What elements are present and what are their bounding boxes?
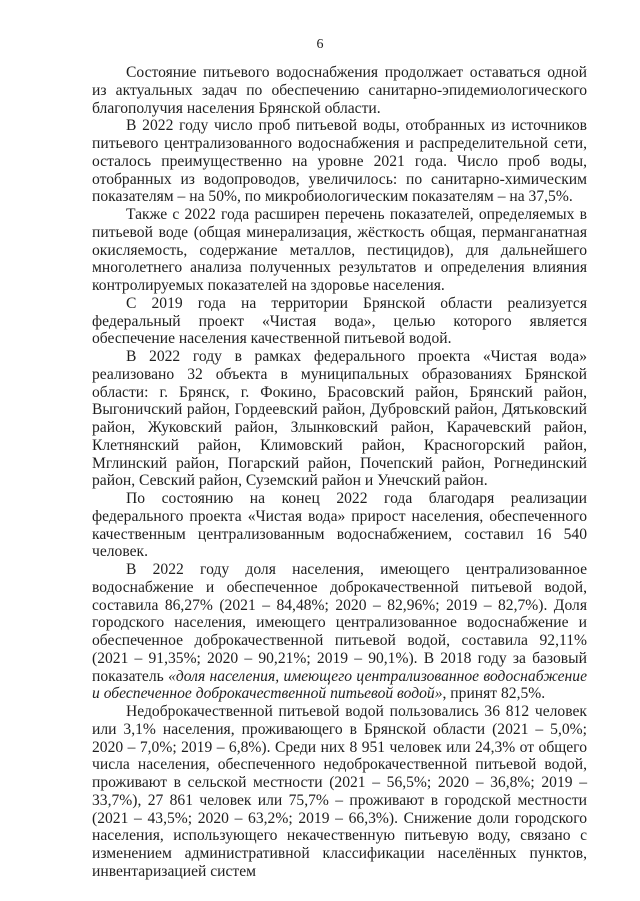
page-number: 6 bbox=[316, 37, 324, 52]
paragraph-expanded-indicators: Также с 2022 года расширен перечень показателей, определяемых в питьевой воде (общая минерализация, жёсткость общая, перманганатная окисляемость, содержание металлов, пестицидов), для дальнейшего многолетнего анализа полученных результатов и определения влияния контролируемых показателей на здоровье населения. bbox=[92, 206, 587, 294]
document-body bbox=[92, 64, 587, 881]
paragraph-water-samples-2022: В 2022 году число проб питьевой воды, отобранных из источников питьевого централизованного водоснабжения и распределительной сети, осталось преимущественно на уровне 2021 года. Число проб воды, отобранных из водопроводов, увеличилось: по санитарно-химическим показателям – на 50%, по микробиологическим показателям – на 37,5%. bbox=[92, 117, 587, 206]
paragraph-poor-quality-water: Недоброкачественной питьевой водой пользовались 36 812 человек или 3,1% населения, проживающего в Брянской области (2021 – 5,0%; 2020 – 7,0%; 2019 – 6,8%). Среди них 8 951 человек или 24,3% от общего числа населения, обеспеченного недоброкачественной питьевой водой, проживают в сельской местности (2021 – 56,5%; 2020 – 36,8%; 2019 – 33,7%), 27 861 человек или 75,7% – проживают в городской местности (2021 – 43,5%; 2020 – 63,2%; 2019 – 66,3%). Снижение доли городского населения, использующего некачественную питьевую воду, связано с изменением административной классификации населённых пунктов, инвентаризацией систем bbox=[92, 703, 587, 880]
paragraph-project-objects-2022: В 2022 году в рамках федерального проекта «Чистая вода» реализовано 32 объекта в муниципальных образованиях Брянской области: г. Брянск, г. Фокино, Брасовский район, Брянский район, Выгоничский район, Гордеевский район, Дубровский район, Дятьковский район, Жуковский район, Злынковский район, Карачевский район, Клетнянский район, Климовский район, Красногорский район, Мглинский район, Погарский район, Почепский район, Рогнединский район, Севский район, Суземский район и Унечский район. bbox=[92, 348, 587, 490]
share-text-main: В 2022 году доля населения, имеющего централизованное водоснабжение и обеспеченное доброкачественной питьевой водой, составила 86,27% (2021 – 84,48%; 2020 – 82,96%; 2019 – 82,7%). Доля городского населения, имеющего централизованное водоснабжение и обеспеченное доброкачественной питьевой водой, составила 92,11% (2021 – 91,35%; 2020 – 90,21%; 2019 – 90,1%). В 2018 году за базовый показатель bbox=[92, 561, 587, 685]
share-text-italic: «доля населения, имеющего централизованное водоснабжение и обеспеченное доброкачественной питьевой водой» bbox=[92, 667, 588, 703]
paragraph-population-share bbox=[92, 561, 587, 703]
paragraph-water-supply-state: Состояние питьевого водоснабжения продолжает оставаться одной из актуальных задач по обеспечению санитарно-эпидемиологического благополучия населения Брянской области. bbox=[92, 64, 587, 117]
share-text-end: , принят 82,5%. bbox=[442, 685, 546, 703]
paragraph-population-growth: По состоянию на конец 2022 года благодаря реализации федерального проекта «Чистая вода» прирост населения, обеспеченного качественным централизованным водоснабжением, составил 16 540 человек. bbox=[92, 490, 587, 561]
paragraph-clean-water-project: С 2019 года на территории Брянской области реализуется федеральный проект «Чистая вода», целью которого является обеспечение населения качественной питьевой водой. bbox=[92, 294, 587, 348]
